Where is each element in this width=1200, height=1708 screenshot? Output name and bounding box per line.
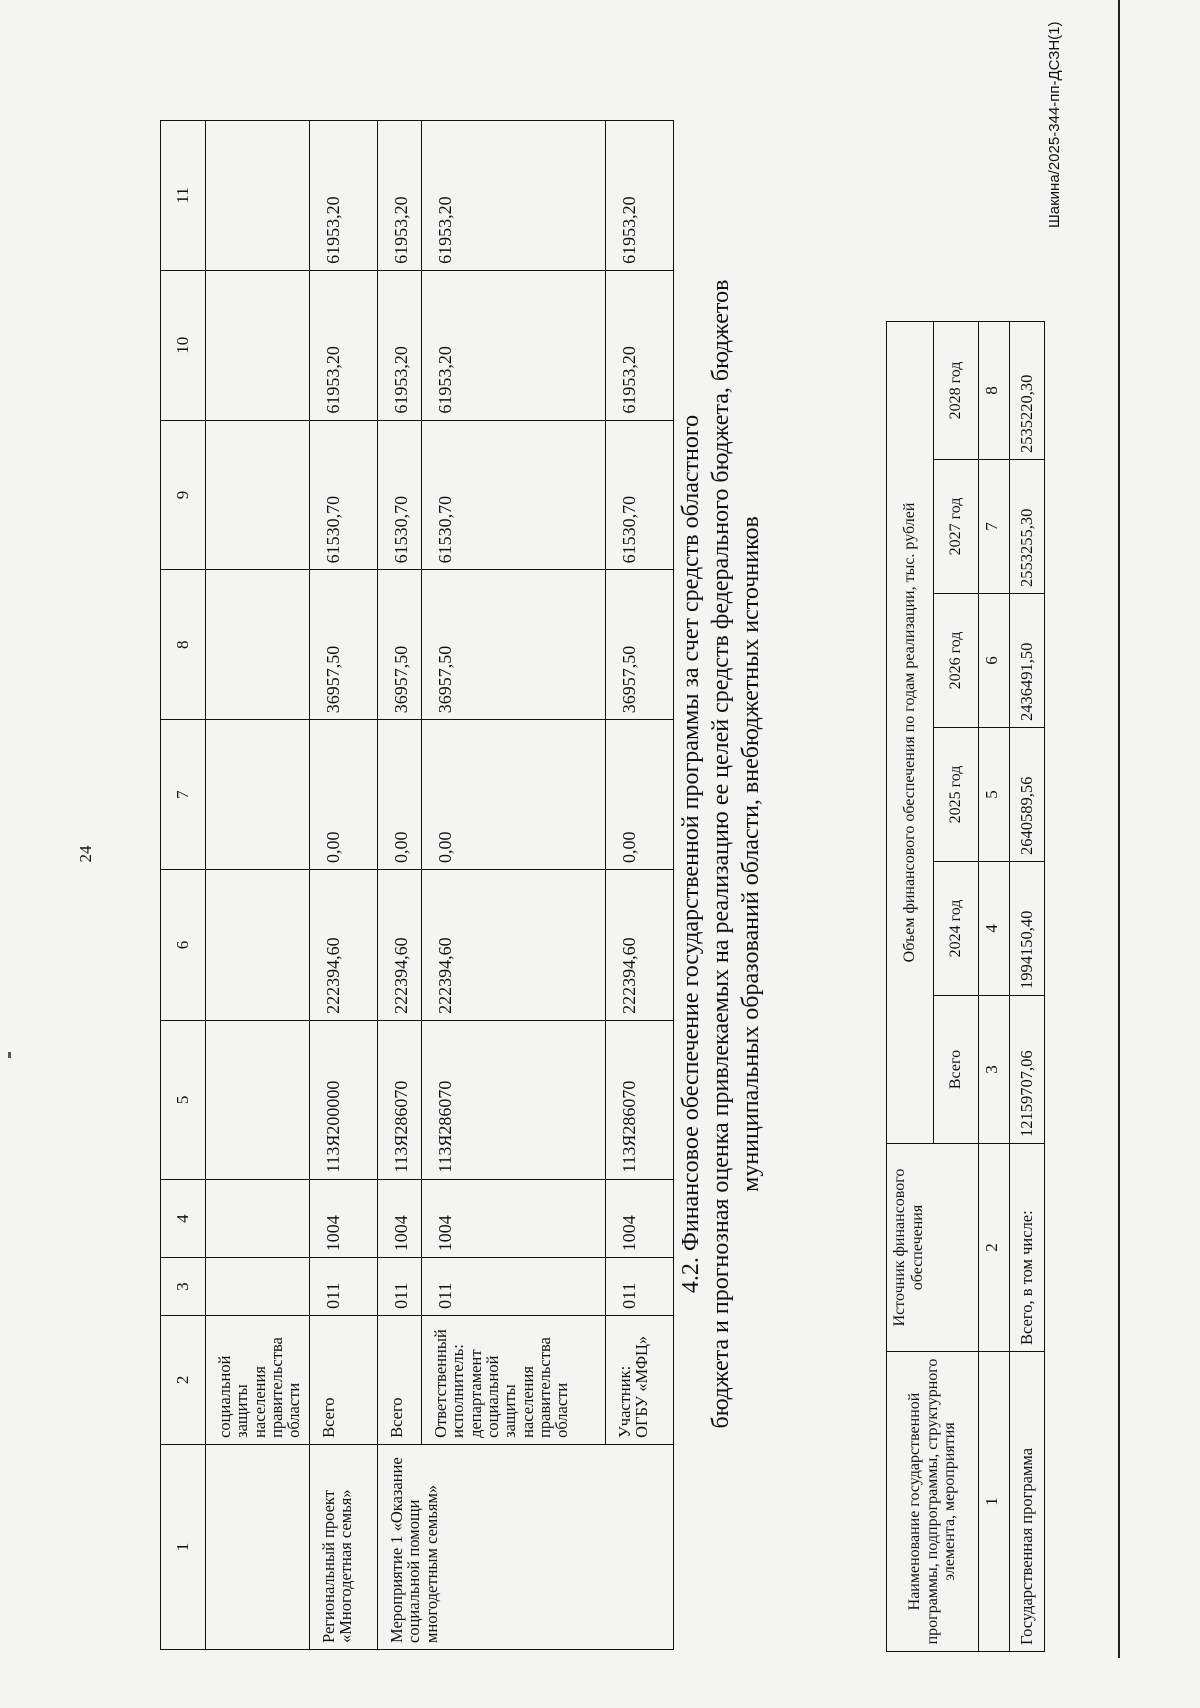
table-row: [606, 121, 674, 1650]
value-cell: 61953,20: [310, 121, 378, 271]
section-code-cell: 1004: [310, 1179, 378, 1257]
section-heading-line: бюджета и прогнозная оценка привлекаемых на реализацию ее целей средств федерального бюджета, бюджетов: [708, 279, 734, 1429]
header-source-cell: Источник финансового обеспечения: [887, 1144, 979, 1352]
value-cell: 61530,70: [378, 420, 422, 570]
page-number: 24: [76, 845, 95, 863]
target-article-cell: 113Я286070: [606, 1020, 674, 1179]
program-name-cell: Региональный проект «Многодетная семья»: [310, 1444, 378, 1649]
value-cell: [206, 270, 310, 420]
value-cell: 61953,20: [606, 270, 674, 420]
header-cell: 5: [161, 1020, 206, 1179]
value-cell: 61953,20: [310, 270, 378, 420]
value-cell: 36957,50: [422, 570, 606, 720]
grbs-cell: [206, 1258, 310, 1316]
column-number-cell: 8: [979, 321, 1010, 459]
table-row: [422, 121, 606, 1650]
program-name-cell: [206, 1444, 310, 1649]
table-row: [206, 121, 310, 1650]
column-number-cell: 7: [979, 460, 1010, 594]
header-cell: 6: [161, 869, 206, 1020]
value-cell: 222394,60: [310, 869, 378, 1020]
source-cell: Всего, в том числе:: [1010, 1144, 1045, 1352]
header-year-cell: 2024 год: [934, 862, 979, 996]
grbs-cell: 011: [310, 1258, 378, 1316]
header-year-cell: 2026 год: [934, 594, 979, 728]
value-cell: 0,00: [422, 720, 606, 870]
value-cell: 61953,20: [422, 121, 606, 271]
header-cell: 4: [161, 1179, 206, 1257]
column-number-cell: 6: [979, 594, 1010, 728]
value-cell: 0,00: [310, 720, 378, 870]
grbs-cell: 011: [606, 1258, 674, 1316]
section-code-cell: 1004: [422, 1179, 606, 1257]
grbs-cell: 011: [378, 1258, 422, 1316]
financing-volume-table: [886, 321, 1045, 1652]
scan-mark: [8, 1052, 11, 1058]
value-cell: 61530,70: [422, 420, 606, 570]
value-cell: 222394,60: [422, 869, 606, 1020]
value-cell: 61953,20: [378, 121, 422, 271]
target-article-cell: 113Я286070: [422, 1020, 606, 1179]
value-cell: 2640589,56: [1010, 728, 1045, 862]
value-cell: 2436491,50: [1010, 594, 1045, 728]
target-article-cell: 113Я200000: [310, 1020, 378, 1179]
section-heading-line: муниципальных образований области, внебюджетных источников: [738, 516, 764, 1192]
value-cell: 61953,20: [378, 270, 422, 420]
value-cell: [206, 570, 310, 720]
value-cell: 36957,50: [378, 570, 422, 720]
target-article-cell: [206, 1020, 310, 1179]
table-header-row: [161, 121, 206, 1650]
header-name-cell: Наименование государственной программы, подпрограммы, структурного элемента, мероприятия: [887, 1352, 979, 1652]
section-code-cell: [206, 1179, 310, 1257]
executor-cell: Всего: [378, 1315, 422, 1444]
header-volume-cell: Объем финансового обеспечения по годам реализации, тыс. рублей: [887, 321, 934, 1143]
section-code-cell: 1004: [378, 1179, 422, 1257]
section-code-cell: 1004: [606, 1179, 674, 1257]
value-cell: 61530,70: [606, 420, 674, 570]
document-footer-code: Шакина/2025-344-пп-ДСЗН(1): [1046, 21, 1063, 228]
grbs-cell: 011: [422, 1258, 606, 1316]
executor-cell: Ответственный исполнитель: департамент социальной защиты населения правительства области: [422, 1315, 606, 1444]
program-name-cell: Мероприятие 1 «Оказание социальной помощи многодетным семьям»: [378, 1444, 674, 1649]
header-cell: 11: [161, 121, 206, 271]
header-total-cell: Всего: [934, 996, 979, 1144]
table-header-row: [887, 321, 934, 1651]
column-number-cell: 2: [979, 1144, 1010, 1352]
table-row: [378, 121, 422, 1650]
value-cell: 61953,20: [606, 121, 674, 271]
value-cell: 1994150,40: [1010, 862, 1045, 996]
header-cell: 8: [161, 570, 206, 720]
value-cell: 222394,60: [606, 869, 674, 1020]
funding-table-continued: [160, 120, 674, 1650]
header-cell: 10: [161, 270, 206, 420]
table-row: [1010, 321, 1045, 1651]
header-cell: 9: [161, 420, 206, 570]
header-cell: 2: [161, 1315, 206, 1444]
column-number-row: [979, 321, 1010, 1651]
column-number-cell: 5: [979, 728, 1010, 862]
table-row: [310, 121, 378, 1650]
header-cell: 7: [161, 720, 206, 870]
value-cell: 2553255,30: [1010, 460, 1045, 594]
program-name-cell: Государственная программа: [1010, 1352, 1045, 1652]
value-cell: 2535220,30: [1010, 321, 1045, 459]
value-cell: 61953,20: [422, 270, 606, 420]
executor-cell: социальной защиты населения правительства области: [206, 1315, 310, 1444]
executor-cell: Участник: ОГБУ «МФЦ»: [606, 1315, 674, 1444]
target-article-cell: 113Я286070: [378, 1020, 422, 1179]
header-cell: 3: [161, 1258, 206, 1316]
value-cell: 0,00: [606, 720, 674, 870]
header-year-cell: 2025 год: [934, 728, 979, 862]
value-cell: 222394,60: [378, 869, 422, 1020]
column-number-cell: 3: [979, 996, 1010, 1144]
value-cell: 0,00: [378, 720, 422, 870]
value-cell: [206, 420, 310, 570]
column-number-cell: 4: [979, 862, 1010, 996]
column-number-cell: 1: [979, 1352, 1010, 1652]
header-year-cell: 2027 год: [934, 460, 979, 594]
executor-cell: Всего: [310, 1315, 378, 1444]
value-cell: 61530,70: [310, 420, 378, 570]
scan-edge-line: [1118, 0, 1120, 1658]
section-heading: [676, 80, 766, 1628]
total-cell: 12159707,06: [1010, 996, 1045, 1144]
value-cell: 36957,50: [606, 570, 674, 720]
value-cell: 36957,50: [310, 570, 378, 720]
header-year-cell: 2028 год: [934, 321, 979, 459]
value-cell: [206, 869, 310, 1020]
value-cell: [206, 720, 310, 870]
value-cell: [206, 121, 310, 271]
header-cell: 1: [161, 1444, 206, 1649]
section-heading-line: 4.2. Финансовое обеспечение государственной программы за счет средств областного: [678, 414, 704, 1294]
